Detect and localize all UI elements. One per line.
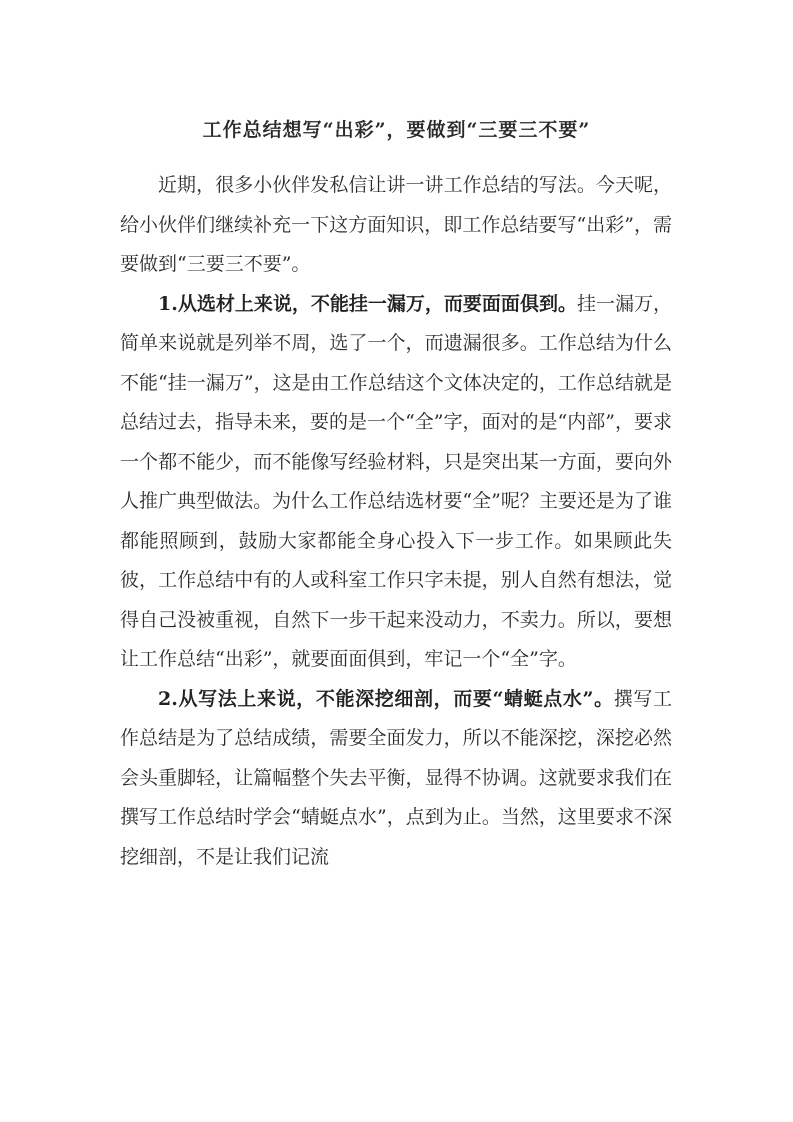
paragraph-point-1 [120,285,672,680]
paragraph-text: 挂一漏万，简单来说就是列举不周，选了一个，而遗漏很多。工作总结为什么不能“挂一漏万”，这是由工作总结这个文体决定的，工作总结就是总结过去，指导未来，要的是一个“全”字，面对的是“内部”，要求一个都不能少，而不能像写经验材料，只是突出某一方面，要向外人推广典型做法。为什么工作总结选材要“全”呢？主要还是为了谁都能照顾到，鼓励大家都能全身心投入下一步工作。如果顾此失彼，工作总结中有的人或科室工作只字未提，别人自然有想法，觉得自己没被重视，自然下一步干起来没动力，不卖力。所以，要想让工作总结“出彩”，就要面面俱到，牢记一个“全”字。 [120,292,672,670]
paragraph-intro [120,166,672,285]
paragraph-text: 近期，很多小伙伴发私信让讲一讲工作总结的写法。今天呢，给小伙伴们继续补充一下这方面知识，即工作总结要写“出彩”，需要做到“三要三不要”。 [120,174,672,275]
document-title: 工作总结想写“出彩”，要做到“三要三不要” [202,119,591,141]
paragraph-lead-heading: 1.从选材上来说，不能挂一漏万，而要面面俱到。 [158,292,577,315]
document-body [120,166,672,877]
paragraph-lead-heading: 2.从写法上来说，不能深挖细剖，而要“蜻蜓点水”。 [158,687,614,710]
paragraph-point-2 [120,680,672,878]
paragraph-text: 撰写工作总结是为了总结成绩，需要全面发力，所以不能深挖，深挖必然会头重脚轻，让篇幅整个失去平衡，显得不协调。这就要求我们在撰写工作总结时学会“蜻蜓点水”，点到为止。当然，这里要求不深挖细剖，不是让我们记流 [120,687,672,868]
